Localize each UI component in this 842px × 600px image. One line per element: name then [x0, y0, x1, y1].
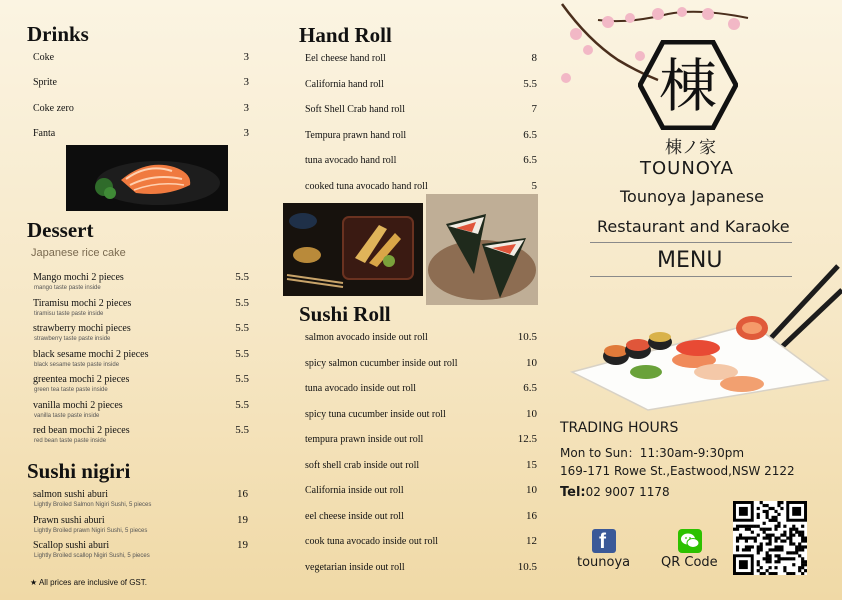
- menu-item-name: Tempura prawn hand roll: [305, 129, 407, 141]
- menu-item-name: cook tuna avocado inside out roll: [305, 536, 439, 547]
- brand-line1: Tounoya Japanese: [620, 187, 764, 206]
- menu-item-name: California inside out roll: [305, 485, 404, 496]
- wechat-icon[interactable]: [678, 529, 702, 553]
- menu-item-price: 15: [526, 458, 537, 471]
- menu-item-name: Fanta: [33, 127, 56, 139]
- menu-item-price: 6.5: [523, 128, 537, 141]
- menu-item-price: 16: [237, 488, 248, 500]
- menu-item-description: Lightly Broiled prawn Nigiri Sushi, 5 pieces: [34, 527, 148, 534]
- nigiri-heading: Sushi nigiri: [27, 459, 131, 483]
- menu-item-name: spicy salmon cucumber inside out roll: [305, 357, 458, 369]
- svg-text:棟: 棟: [658, 52, 718, 120]
- menu-item-price: 7: [531, 103, 537, 115]
- star-icon: ★: [30, 578, 38, 587]
- menu-item-name: Coke zero: [33, 102, 74, 114]
- menu-item-name: Coke: [33, 52, 55, 63]
- menu-item-price: 19: [237, 513, 248, 526]
- menu-item-price: 5.5: [235, 322, 249, 334]
- address-text: 169-171 Rowe St.,Eastwood,NSW 2122: [560, 464, 795, 478]
- trading-hours-text: Mon to Sun：11:30am-9:30pm: [560, 446, 745, 460]
- menu-item-price: 8: [531, 52, 537, 64]
- menu-item-price: 5.5: [235, 296, 249, 309]
- menu-item-name: vanilla mochi 2 pieces: [33, 399, 123, 411]
- menu-item-name: Soft Shell Crab hand roll: [305, 104, 405, 115]
- menu-item-price: 6.5: [523, 382, 537, 394]
- menu-item-price: 3: [243, 126, 249, 139]
- menu-item-name: red bean mochi 2 pieces: [33, 425, 130, 436]
- menu-item-price: 5.5: [523, 77, 537, 90]
- menu-item-price: 3: [243, 101, 249, 114]
- menu-item-price: 5.5: [235, 271, 249, 283]
- menu-item-price: 3: [243, 76, 249, 89]
- facebook-label: tounoya: [577, 555, 631, 570]
- gst-note-text: All prices are inclusive of GST.: [38, 578, 147, 587]
- menu-item-description: black sesame taste paste inside: [34, 361, 120, 368]
- qr-code-image[interactable]: [733, 501, 807, 575]
- drinks-heading: Drinks: [27, 22, 89, 46]
- menu-item-price: 10: [526, 407, 537, 420]
- menu-item-name: Scallop sushi aburi: [33, 540, 110, 551]
- menu-item-name: Sprite: [33, 77, 57, 89]
- menu-item-name: cooked tuna avocado hand roll: [305, 180, 428, 192]
- menu-item-price: 6.5: [523, 154, 537, 166]
- menu-item-name: Tiramisu mochi 2 pieces: [33, 297, 132, 309]
- phone-label: Tel:: [560, 485, 586, 500]
- menu-item-name: tuna avocado inside out roll: [305, 383, 417, 394]
- menu-item-name: salmon avocado inside out roll: [305, 332, 428, 343]
- brand-kanji: 棟ノ家: [665, 138, 716, 158]
- menu-item-name: tempura prawn inside out roll: [305, 434, 424, 445]
- phone-number: 02 9007 1178: [585, 485, 670, 499]
- menu-item-name: spicy tuna cucumber inside out roll: [305, 408, 446, 420]
- menu-item-price: 12.5: [517, 433, 537, 445]
- facebook-icon[interactable]: f: [592, 529, 616, 553]
- menu-item-description: red bean taste paste inside: [34, 438, 107, 444]
- menu-item-price: 5.5: [235, 373, 249, 385]
- qr-code-label: QR Code: [661, 555, 718, 570]
- trading-hours-title: TRADING HOURS: [560, 420, 679, 436]
- brand-line2: Restaurant and Karaoke: [597, 217, 790, 236]
- hand-roll-heading: Hand Roll: [299, 23, 392, 47]
- menu-item-description: Lightly Broiled scallop Nigiri Sushi, 5 pieces: [34, 553, 150, 559]
- dessert-subtitle: Japanese rice cake: [31, 247, 126, 259]
- menu-item-name: Prawn sushi aburi: [33, 514, 105, 526]
- menu-item-name: black sesame mochi 2 pieces: [33, 348, 149, 360]
- brand-name: TOUNOYA: [640, 158, 734, 179]
- menu-item-price: 5.5: [235, 347, 249, 360]
- gst-note: [30, 578, 147, 587]
- menu-item-price: 5: [531, 179, 537, 192]
- menu-item-price: 10.5: [517, 560, 537, 573]
- divider: [590, 242, 792, 243]
- menu-item-name: tuna avocado hand roll: [305, 155, 397, 166]
- menu-item-name: vegetarian inside out roll: [305, 561, 405, 573]
- menu-item-price: 3: [243, 51, 249, 63]
- menu-item-name: soft shell crab inside out roll: [305, 459, 420, 471]
- sushi-platter-photo: [566, 262, 842, 412]
- tempura-bento-photo: [283, 203, 423, 296]
- menu-item-description: green tea taste paste inside: [34, 387, 108, 393]
- menu-item-name: eel cheese inside out roll: [305, 510, 404, 522]
- sushi-roll-heading: Sushi Roll: [299, 302, 391, 326]
- tounoya-logo: [638, 40, 738, 130]
- menu-item-price: 5.5: [235, 398, 249, 411]
- menu-item-name: salmon sushi aburi: [33, 489, 108, 500]
- menu-item-description: tiramisu taste paste inside: [34, 310, 104, 317]
- menu-item-description: strawberry taste paste inside: [34, 336, 111, 342]
- menu-item-name: strawberry mochi pieces: [33, 323, 131, 334]
- dessert-heading: Dessert: [27, 218, 94, 242]
- menu-item-description: Lightly Broiled Salmon Nigiri Sushi, 5 pieces: [34, 502, 152, 508]
- salmon-sashimi-photo: [66, 145, 228, 211]
- menu-item-price: 10: [526, 356, 537, 369]
- menu-title: MENU: [657, 248, 723, 273]
- hand-roll-photo: [426, 194, 538, 305]
- menu-item-description: vanilla taste paste inside: [34, 412, 100, 419]
- menu-item-price: 5.5: [235, 424, 249, 436]
- menu-item-name: greentea mochi 2 pieces: [33, 374, 130, 385]
- menu-item-price: 16: [526, 509, 537, 522]
- menu-item-price: 10: [526, 484, 537, 496]
- menu-item-price: 12: [526, 535, 537, 547]
- menu-item-price: 10.5: [517, 331, 537, 343]
- phone-line: [560, 485, 670, 500]
- menu-item-price: 19: [237, 539, 248, 551]
- menu-item-description: mango taste paste inside: [34, 285, 101, 291]
- menu-item-name: Eel cheese hand roll: [305, 53, 386, 64]
- menu-item-name: Mango mochi 2 pieces: [33, 272, 124, 283]
- menu-item-name: California hand roll: [305, 78, 384, 90]
